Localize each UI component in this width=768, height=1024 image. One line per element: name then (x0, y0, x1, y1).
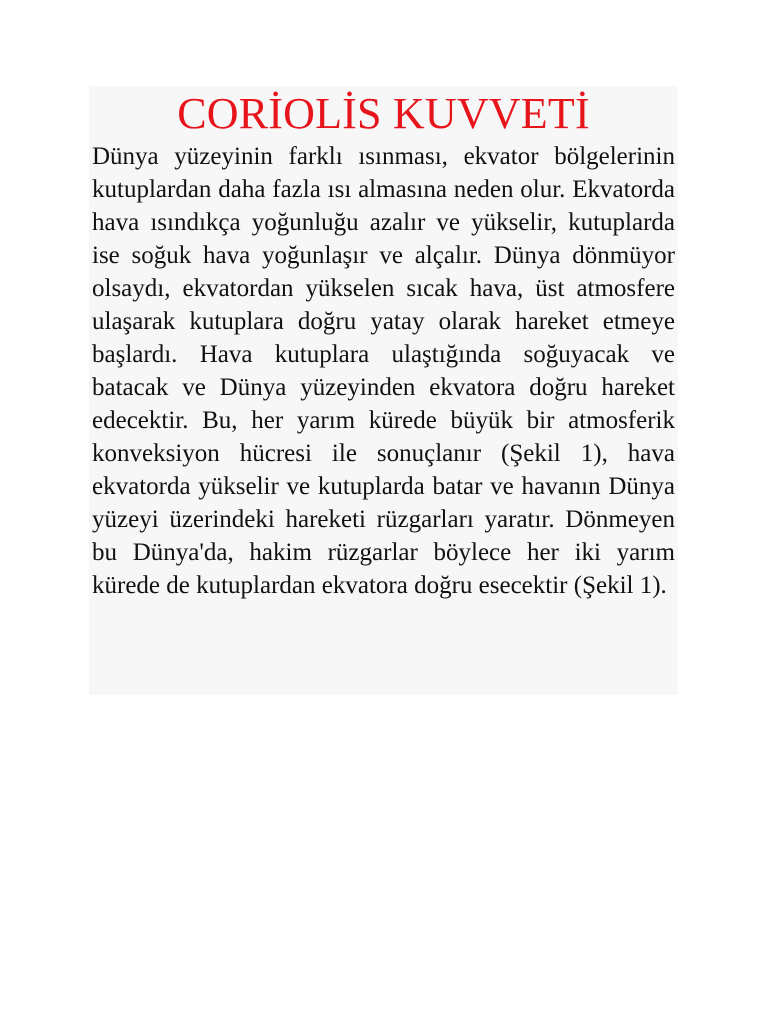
document-title: CORİOLİS KUVVETİ (177, 89, 590, 138)
document-paragraph: Dünya yüzeyinin farklı ısınması, ekvator bölgelerinin kutuplardan daha fazla ısı almasına neden olur. Ekvatorda hava ısındıkça yoğunluğu azalır ve yükselir, kutuplarda ise soğuk hava yoğunlaşır ve alçalır. Dünya dönmüyor olsaydı, ekvatordan yükselen sıcak hava, üst atmosfere ulaşarak kutuplara doğru yatay olarak hareket etmeye başlardı. Hava kutuplara ulaştığında soğuyacak ve batacak ve Dünya yüzeyinden ekvatora doğru hareket edecektir. Bu, her yarım kürede büyük bir atmosferik konveksiyon hücresi ile sonuçlanır (Şekil 1), hava ekvatorda yükselir ve kutuplarda batar ve havanın Dünya yüzeyi üzerindeki hareketi rüzgarları yaratır. Dönmeyen bu Dünya'da, hakim rüzgarlar böylece her iki yarım kürede de kutuplardan ekvatora doğru esecektir (Şekil 1). (92, 143, 675, 599)
document-content-block (89, 86, 678, 695)
